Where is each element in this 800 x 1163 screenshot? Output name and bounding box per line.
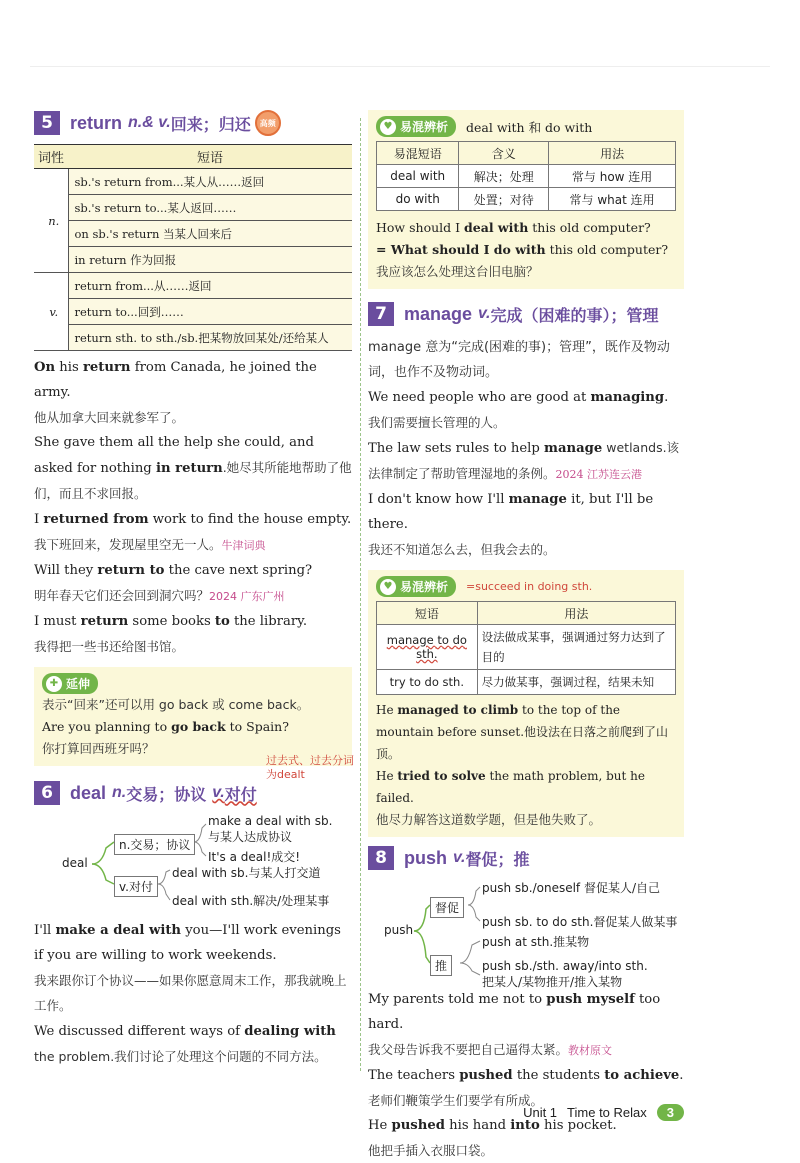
page-number: 3 [657,1104,684,1121]
table-header: 含义 [459,142,549,165]
section-number: 6 [34,781,60,805]
example-cn: 他把手插入衣服口袋。 [368,1143,494,1158]
deal-mind-map [34,814,352,918]
meaning: 督促；推 [465,849,530,869]
mind-map-leaf: It's a deal!成交! [208,850,301,864]
table-header: 词性 [34,145,68,169]
section-number: 7 [368,302,394,326]
extension-example-cn: 你打算回西班牙吗？ [42,741,155,756]
example-cn: 我还不知道怎么去，但我会去的。 [368,542,556,557]
top-rule [30,66,770,67]
comparison-title: deal with 和 do with [466,119,593,135]
mind-map-node: n.交易；协议 [114,834,195,855]
table-header: 用法 [549,142,676,165]
section-5-examples [34,355,352,659]
example-en: Will they return to the cave next spring? [34,563,313,578]
section-8-title [368,845,684,871]
mind-map-leaf: deal with sb.与某人打交道 [172,866,321,880]
table-cell: return to...回到…… [68,299,352,325]
pos-cell: v. [34,273,68,351]
table-cell: 常与 how 连用 [549,165,676,188]
headword: manage [404,303,473,324]
mind-map-leaf: 把某人/某物推开/推入某物 [482,975,623,989]
column-divider [360,118,361,1071]
table-header: 短语 [68,145,352,169]
phrase-table [34,144,352,351]
mind-map-leaf: push sb./oneself 督促某人/自己 [482,881,661,895]
mind-map-leaf: push at sth.推某物 [482,935,590,949]
extension-box [34,667,352,766]
comparison-example: = What should I do with this old computer? [376,242,669,257]
example-en: My parents told me not to push myself too hard. [368,992,661,1032]
meaning: 交易；协议 [126,784,207,804]
section-number: 5 [34,111,60,135]
example-en: We need people who are good at managing. [368,390,669,405]
table-cell: in return 作为回报 [68,247,352,273]
table-cell: return sth. to sth./sb.把某物放回某处/还给某人 [68,325,352,351]
right-column [368,110,684,1163]
table-cell: do with [377,188,459,211]
example-cn: 明年春天它们还会回到洞穴吗？2024 广东广州 [34,588,285,603]
part-of-speech: n.& v. [128,114,171,131]
comparison-example: How should I deal with this old computer? [376,220,651,235]
mind-map-leaf: deal with sth.解决/处理某事 [172,894,330,908]
table-cell: sb.'s return from...某人从……返回 [68,169,352,195]
section-intro: manage 意为“完成(困难的事)；管理”，既作及物动词，也作不及物动词。 [368,340,670,380]
example-en: I don't know how I'll manage it, but I'll be there. [368,492,654,532]
push-mind-map [368,879,684,987]
high-frequency-seal-icon: 高频 [255,110,281,136]
part-of-speech: v. [453,849,466,866]
table-cell: on sb.'s return 当某人回来后 [68,221,352,247]
example-cn: 我得把一些书还给图书馆。 [34,639,185,654]
mind-map-root: push [384,923,414,937]
example-cn: 我来跟你订个协议——如果你愿意周末工作，那我就晚上工作。 [34,973,347,1013]
mind-map-leaf: 与某人达成协议 [208,830,293,844]
section-8-examples [368,987,684,1163]
comparison-badge: ♥ 易混辨析 [376,576,456,597]
example-en: I returned from work to find the house empty. [34,512,352,527]
headword: deal [70,782,107,803]
table-cell: 处置；对待 [459,188,549,211]
unit-label: Unit 1 [523,1105,558,1120]
mind-map-root: deal [62,856,88,870]
table-cell: 解决；处理 [459,165,549,188]
table-cell: sb.'s return to...某人返回…… [68,195,352,221]
table-cell: 常与 what 连用 [549,188,676,211]
part-of-speech: n. [112,784,127,801]
headword: return [70,112,123,133]
left-column [34,110,352,1070]
example-en: She gave them all the help she could, and asked for nothing in return.她尽其所能地帮助了他们，而且不求回报。 [34,435,352,501]
pos-cell: n. [34,169,68,273]
table-cell: deal with [377,165,459,188]
example-en: I'll make a deal with you—I'll work evenings if you are willing to work weekends. [34,923,341,963]
table-cell: return from...从……返回 [68,273,352,299]
mind-map-node: 推 [430,955,452,976]
example-cn: 我下班回来，发现屋里空无一人。牛津词典 [34,537,266,552]
example-en: I must return some books to the library. [34,614,308,629]
unit-title: Time to Relax [567,1105,647,1120]
mind-map-leaf: push sb. to do sth.督促某人做某事 [482,915,678,929]
mind-map-leaf: push sb./sth. away/into sth. [482,959,648,973]
headword: push [404,847,447,868]
comparison-example: He tried to solve the math problem, but he failed. [376,769,645,805]
part-of-speech: v. [212,784,225,801]
table-header: 短语 [377,602,478,625]
comparison-example-cn: 我应该怎么处理这台旧电脑？ [376,264,539,279]
example-cn: 他从加拿大回来就参军了。 [34,410,185,425]
comparison-example-cn: 他尽力解答这道数学题，但是他失败了。 [376,812,602,827]
section-7-body [368,335,684,562]
extension-text: 表示“回来”还可以用 go back 或 come back。 [42,697,310,712]
comparison-badge: ♥ 易混辨析 [376,116,456,137]
comparison-header [376,576,676,597]
comparison-example: He managed to climb to the top of the mountain before sunset.他设法在日落之前爬到了山顶。 [376,703,669,761]
mind-map-node: 督促 [430,897,464,918]
table-cell: 尽力做某事，强调过程，结果未知 [477,670,675,695]
meaning: 完成（困难的事）；管理 [490,305,659,325]
heart-icon: ♥ [380,579,396,595]
example-cn: 我父母告诉我不要把自己逼得太紧。教材原文 [368,1042,613,1057]
example-cn: 我们需要擅长管理的人。 [368,415,506,430]
comparison-box-1 [368,110,684,289]
extension-icon: ✚ [46,676,62,692]
section-6-title [34,754,354,806]
example-cn: 老师们鞭策学生们要学有所成。 [368,1093,544,1108]
part-of-speech: v. [478,305,491,322]
extension-example: Are you planning to go back to Spain? [42,719,289,734]
table-cell: 设法做成某事，强调通过努力达到了目的 [477,625,675,670]
page-footer [523,1104,684,1121]
table-header: 用法 [477,602,675,625]
handwritten-note: 过去式、过去分词为dealt [266,754,354,781]
extension-badge: ✚ 延伸 [42,673,98,694]
table-cell: manage to do sth. [377,625,478,670]
meaning: 回来；归还 [170,114,251,134]
meaning: 对付 [224,784,257,804]
section-number: 8 [368,846,394,870]
example-en: He pushed his hand into his pocket. [368,1118,617,1133]
table-header: 易混短语 [377,142,459,165]
table-cell: try to do sth. [377,670,478,695]
section-6-examples [34,918,352,1070]
comparison-table [376,601,676,695]
example-en: On his return from Canada, he joined the army. [34,360,317,400]
section-7-title [368,301,684,327]
mind-map-leaf: make a deal with sb. [208,814,333,828]
comparison-box-2 [368,570,684,837]
mind-map-node: v.对付 [114,876,158,897]
handwritten-note: =succeed in doing sth. [466,580,593,593]
example-en: The law sets rules to help manage wetlands.该法律制定了帮助管理湿地的条例。2024 江苏连云港 [368,440,680,481]
example-en: We discussed different ways of dealing with the problem.我们讨论了处理这个问题的不同方法。 [34,1024,336,1064]
example-en: The teachers pushed the students to achieve. [368,1068,684,1083]
comparison-table [376,141,676,211]
comparison-header [376,116,676,137]
section-5-title [34,110,352,136]
heart-icon: ♥ [380,119,396,135]
